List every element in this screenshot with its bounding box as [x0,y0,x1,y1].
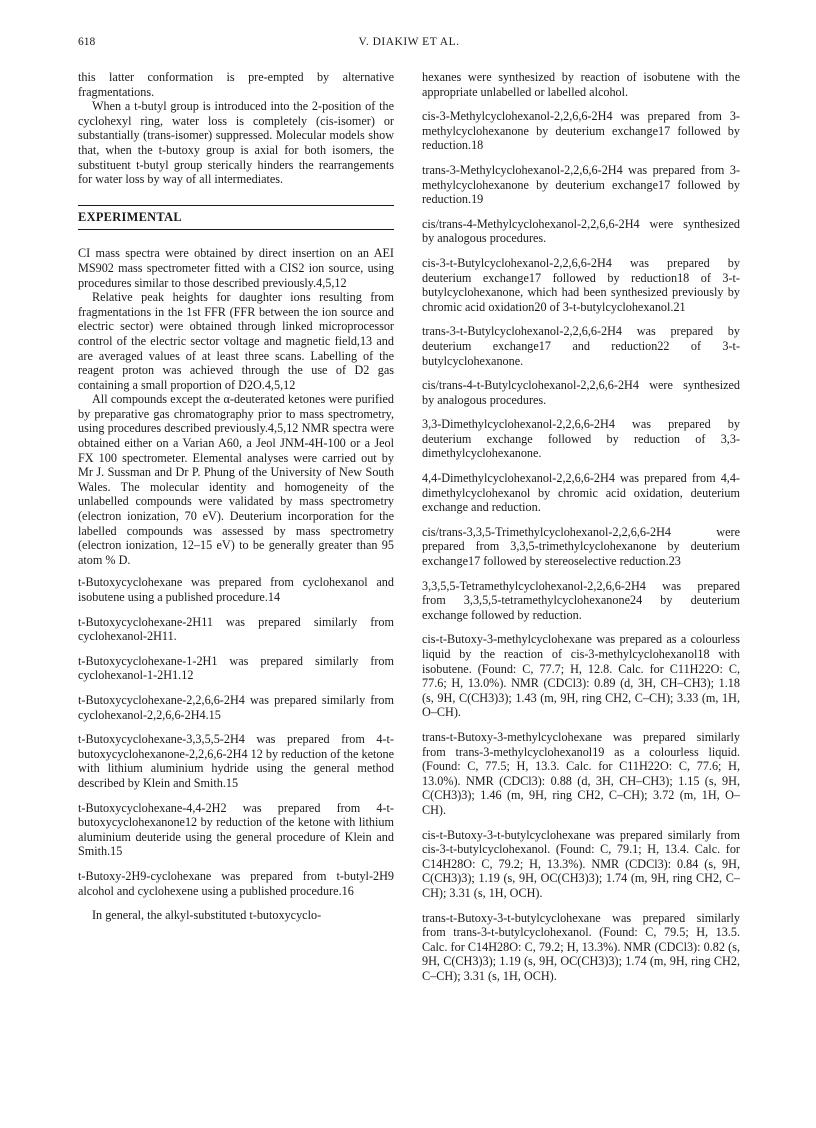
right-column [422,70,740,983]
paragraph: cis-t-Butoxy-3-methylcyclohexane was prepared as a colourless liquid by the reaction of cis-3-methylcyclohexanol18 with isobutene. (Found: C, 77.7; H, 12.8. Calc. for C11H22O: C, 77.6; H, 13.0%). NMR (CDCl3): 0.89 (d, 3H, CH–CH3); 1.18 (s, 9H, C(CH3)3); 1.43 (m, 9H, ring CH2, C–CH); 3.33 (m, 1H, O–CH). [422,632,740,720]
paragraph: cis-3-Methylcyclohexanol-2,2,6,6-2H4 was prepared from 3-methylcyclohexanone by deuterium exchange17 followed by reduction.18 [422,109,740,153]
paragraph: t-Butoxycyclohexane-1-2H1 was prepared similarly from cyclohexanol-1-2H1.12 [78,653,394,683]
paragraph: this latter conformation is pre-empted by alternative fragmentations. [78,70,394,99]
paragraph: trans-3-t-Butylcyclohexanol-2,2,6,6-2H4 was prepared by deuterium exchange17 and reduction22 of 3-t-butylcyclohexanone. [422,324,740,368]
paragraph: cis-3-t-Butylcyclohexanol-2,2,6,6-2H4 was prepared by deuterium exchange17 followed by reduction18 of 3-t-butylcyclohexanone, which had been synthesized previously by chromic acid oxidation20 of 3-t-butylcyclohexanol.21 [422,255,740,314]
section-heading: EXPERIMENTAL [78,210,394,231]
paragraph: trans-t-Butoxy-3-t-butylcyclohexane was prepared similarly from trans-3-t-butylcyclohexanol. (Found: C, 79.5; H, 13.5. Calc. for C14H28O: C, 79.2; H, 13.3%). NMR (CDCl3): 0.82 (s, 9H, C(CH3)3); 1.19 (s, 9H, OC(CH3)3); 1.74 (m, 9H, ring CH2, C–CH); 3.31 (s, 1H, OCH). [422,910,740,983]
paragraph: 3,3,5,5-Tetramethylcyclohexanol-2,2,6,6-2H4 was prepared from 3,3,5,5-tetramethylcyclohexanone24 by deuterium exchange followed by reduction. [422,578,740,622]
paragraph: t-Butoxy-2H9-cyclohexane was prepared from t-butyl-2H9 alcohol and cyclohexene using a published procedure.16 [78,868,394,898]
paragraph: t-Butoxycyclohexane-3,3,5,5-2H4 was prepared from 4-t-butoxycyclohexanone-2,2,6,6-2H4 12 by reduction of the ketone with lithium aluminium hydride using the general method described by Klein and Smith.15 [78,732,394,790]
paragraph: t-Butoxycyclohexane-4,4-2H2 was prepared from 4-t-butoxycyclohexanone12 by reduction of the ketone with lithium aluminium deuteride using the general procedure of Klein and Smith.15 [78,800,394,859]
paragraph: hexanes were synthesized by reaction of isobutene with the appropriate unlabelled or labelled alcohol. [422,70,740,99]
running-head: V. DIAKIW ET AL. [358,36,460,48]
paragraph: trans-3-Methylcyclohexanol-2,2,6,6-2H4 was prepared from 3-methylcyclohexanone by deuterium exchange17 followed by reduction.19 [422,162,740,207]
paragraph: When a t-butyl group is introduced into the 2-position of the cyclohexyl ring, water loss is completely (cis-isomer) or substantially (trans-isomer) suppressed. Molecular models show that, when the t-butoxy group is axial for both isomers, the substituent t-butyl group sterically hinders the rearrangements for water loss by way of all intermediates. [78,99,394,187]
paragraph: t-Butoxycyclohexane-2,2,6,6-2H4 was prepared similarly from cyclohexanol-2,2,6,6-2H4.15 [78,692,394,722]
paragraph: t-Butoxycyclohexane was prepared from cyclohexanol and isobutene using a published procedure.14 [78,575,394,604]
paragraph: cis/trans-4-Methylcyclohexanol-2,2,6,6-2H4 were synthesized by analogous procedures. [422,216,740,246]
page-header [78,36,740,52]
paragraph: CI mass spectra were obtained by direct insertion on an AEI MS902 mass spectrometer fitted with a CIS2 ion source, using procedures similar to those described previously.4,5,12 [78,246,394,290]
page-number: 618 [78,36,96,48]
paragraph: 3,3-Dimethylcyclohexanol-2,2,6,6-2H4 was prepared by deuterium exchange followed by reduction of 3,3-dimethylcyclohexanone. [422,417,740,461]
paragraph: 4,4-Dimethylcyclohexanol-2,2,6,6-2H4 was prepared from 4,4-dimethylcyclohexanol by chromic acid oxidation, deuterium exchange and reduction. [422,471,740,515]
paragraph: cis/trans-4-t-Butylcyclohexanol-2,2,6,6-2H4 were synthesized by analogous procedures. [422,378,740,407]
paragraph: All compounds except the α-deuterated ketones were purified by preparative gas chromatography prior to mass spectrometry, using procedures described previously.4,5,12 NMR spectra were obtained either on a Varian A60, a Jeol JNM-4H-100 or a Jeol FX 100 spectrometer. Elemental analyses were carried out by Mr J. Sussman and Dr P. Phung of the University of New South Wales. The molecular identity and homogeneity of the unlabelled compounds were validated by mass spectrometry (electron ionization, 70 eV). Deuterium incorporation for the labelled compounds was assessed by mass spectrometry (electron ionization, 12–15 eV) to be generally greater than 95 atom % D. [78,392,394,567]
paragraph: t-Butoxycyclohexane-2H11 was prepared similarly from cyclohexanol-2H11. [78,614,394,644]
paragraph: cis-t-Butoxy-3-t-butylcyclohexane was prepared similarly from cis-3-t-butylcyclohexanol. (Found: C, 79.1; H, 13.4. Calc. for C14H28O: C, 79.2; H, 13.3%). NMR (CDCl3): 0.84 (s, 9H, C(CH3)3); 1.19 (s, 9H, OC(CH3)3); 1.74 (m, 9H, ring CH2, C–CH); 3.31 (s, 1H, OCH). [422,827,740,900]
paragraph: Relative peak heights for daughter ions resulting from fragmentations in the 1st FFR (FFR between the ion source and electric sector) were obtained through linked microprocessor control of the electric sector voltage and magnetic field,13 and are averaged values of at least three scans. Labelling of the reagent proton was achieved through the use of D2 gas containing a small proportion of D2O.4,5,12 [78,290,394,392]
paragraph: In general, the alkyl-substituted t-butoxycyclo- [92,908,322,923]
paragraph: trans-t-Butoxy-3-methylcyclohexane was prepared similarly from trans-3-methylcyclohexanol19 as a colourless liquid. (Found: C, 77.5; H, 13.3. Calc. for C11H22O: C, 77.6; H, 13.0%). NMR (CDCl3): 0.88 (d, 3H, CH–CH3); 1.15 (s, 9H, C(CH3)3); 1.46 (m, 9H, ring CH2, C–CH); 3.72 (m, 1H, O–CH). [422,729,740,817]
paragraph: cis/trans-3,3,5-Trimethylcyclohexanol-2,2,6,6-2H4 were prepared from 3,3,5-trimethylcyclohexanone by deuterium exchange17 followed by stereoselective reduction.23 [422,524,740,569]
left-column [78,70,394,923]
section-rule [78,205,394,206]
